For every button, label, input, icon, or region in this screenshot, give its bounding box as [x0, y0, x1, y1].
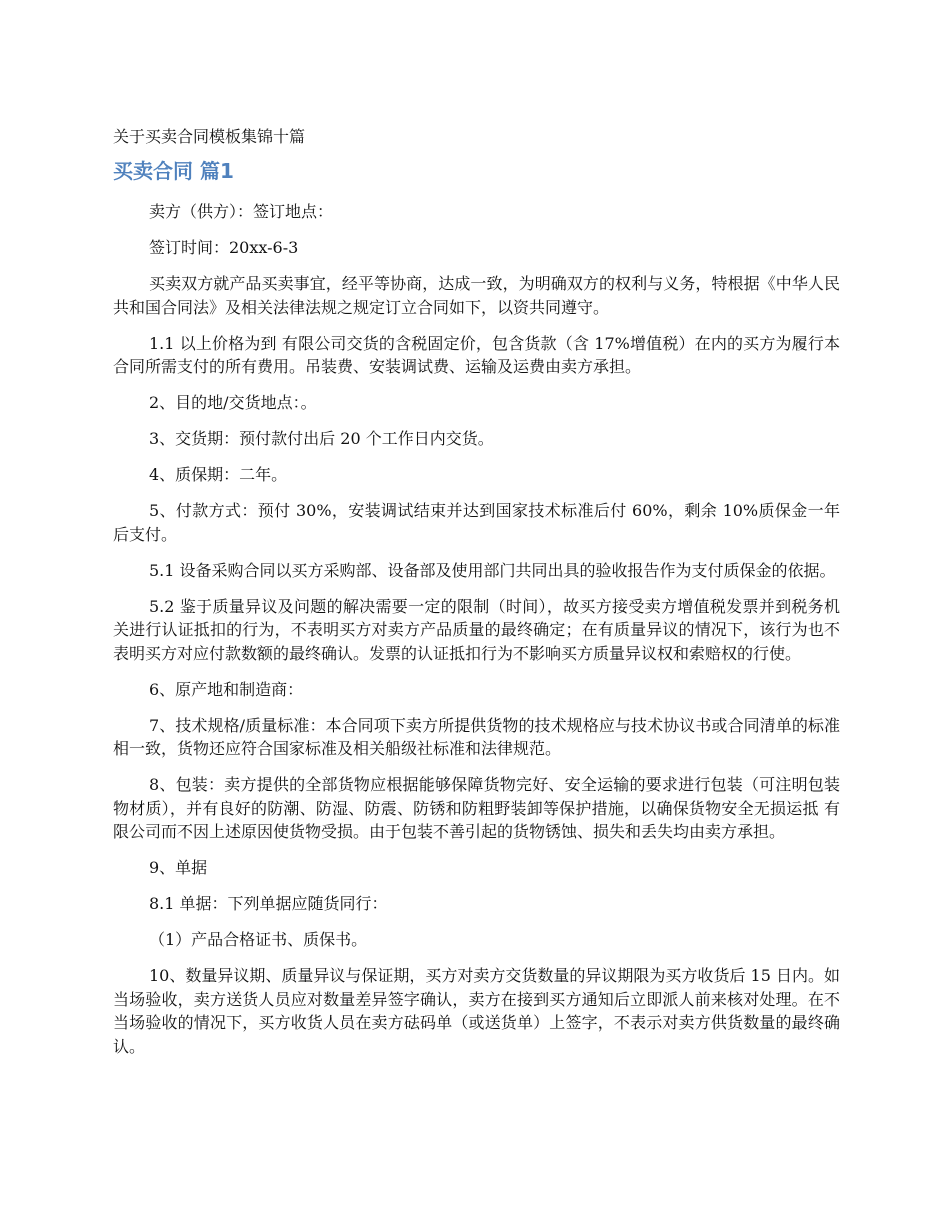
paragraph-seller: 卖方（供方）：签订地点： — [149, 202, 334, 221]
paragraph-clause-1-1: 1.1 以上价格为到 有限公司交货的含税固定价，包含货款（含 17%增值税）在内的买方为履行本合同所需支付的所有费用。吊装费、安装调试费、运输及运费由卖方承担。 — [113, 333, 840, 376]
document-title: 关于买卖合同模板集锦十篇 — [113, 127, 306, 146]
paragraph-preamble: 买卖双方就产品买卖事宜，经平等协商，达成一致，为明确双方的权利与义务，特根据《中华人民共和国合同法》及相关法律法规之规定订立合同如下，以资共同遵守。 — [113, 274, 840, 317]
document-page — [113, 124, 840, 1071]
paragraph-clause-8: 8、包装：卖方提供的全部货物应根据能够保障货物完好、安全运输的要求进行包装（可注明包装物材质），并有良好的防潮、防湿、防震、防锈和防粗野装卸等保护措施，以确保货物安全无损运抵 有限公司而不因上述原因使货物受损。由于包装不善引起的货物锈蚀、损失和丢失均由卖方承担。 — [113, 775, 840, 841]
paragraph-clause-10: 10、数量异议期、质量异议与保证期，买方对卖方交货数量的异议期限为买方收货后 15 日内。如当场验收，卖方送货人员应对数量差异签字确认，卖方在接到买方通知后立即派人前来核对处理。在不当场验收的情况下，买方收货人员在卖方砝码单（或送货单）上签字，不表示对卖方供货数量的最终确认。 — [113, 966, 840, 1056]
paragraph-item-1: （1）产品合格证书、质保书。 — [149, 930, 368, 949]
paragraph-clause-5-2: 5.2 鉴于质量异议及问题的解决需要一定的限制（时间），故买方接受卖方增值税发票并到税务机关进行认证抵扣的行为，不表明买方对卖方产品质量的最终确定；在有质量异议的情况下，该行为也不表明买方对应付款数额的最终确认。发票的认证抵扣行为不影响买方质量异议权和索赔权的行使。 — [113, 596, 840, 663]
paragraph-clause-2: 2、目的地/交货地点：。 — [149, 393, 317, 412]
paragraph-sign-date: 签订时间：20xx-6-3 — [149, 238, 299, 257]
paragraph-clause-8-1: 8.1 单据：下列单据应随货同行： — [149, 894, 388, 913]
paragraph-clause-6: 6、原产地和制造商： — [149, 679, 304, 699]
paragraph-clause-5: 5、付款方式：预付 30%，安装调试结束并达到国家技术标准后付 60%，剩余 10%质保金一年后支付。 — [113, 501, 840, 544]
paragraph-clause-7: 7、技术规格/质量标准：本合同项下卖方所提供货物的技术规格应与技术协议书或合同清单的标准相一致，货物还应符合国家标准及相关船级社标准和法律规范。 — [113, 715, 840, 758]
paragraph-clause-3: 3、交货期：预付款付出后 20 个工作日内交货。 — [149, 429, 494, 448]
paragraph-clause-9: 9、单据 — [149, 858, 208, 877]
section-heading: 买卖合同 篇1 — [113, 159, 234, 183]
paragraph-clause-4: 4、质保期：二年。 — [149, 465, 288, 484]
paragraph-clause-5-1: 5.1 设备采购合同以买方采购部、设备部及使用部门共同出具的验收报告作为支付质保金的依据。 — [149, 560, 836, 580]
